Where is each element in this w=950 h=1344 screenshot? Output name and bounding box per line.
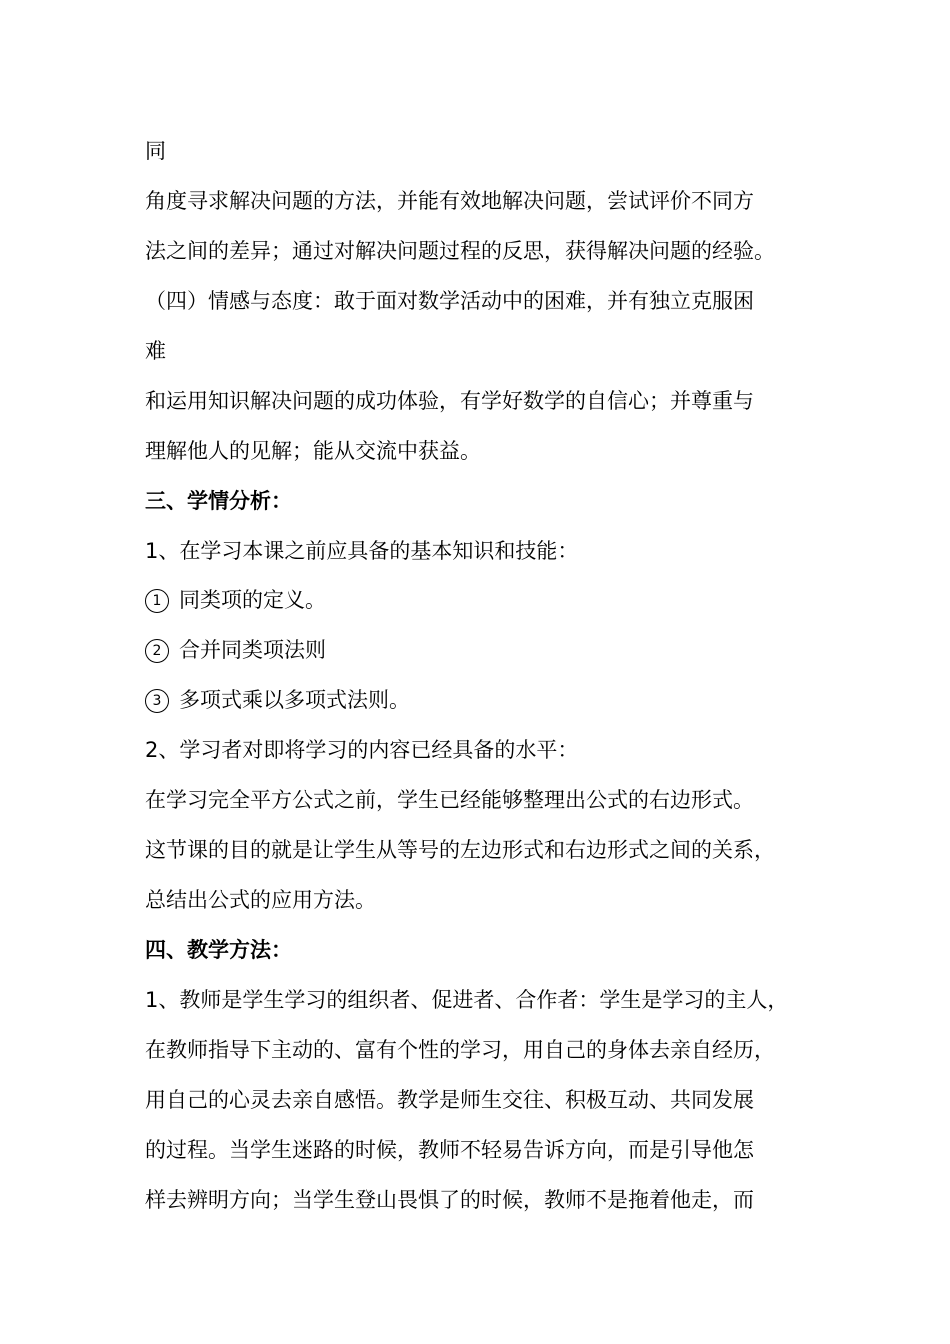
list-item (145, 635, 845, 665)
text-line: 难 (145, 339, 166, 363)
list-item-text: 合并同类项法则 (179, 638, 326, 662)
text-line: 样去辨明方向；当学生登山畏惧了的时候，教师不是拖着他走，而 (145, 1188, 754, 1212)
section-heading-student-analysis: 三、学情分析： (145, 489, 292, 513)
list-item-text: 同类项的定义。 (179, 588, 326, 612)
circled-number: 3 (145, 689, 169, 713)
text-line: 角度寻求解决问题的方法，并能有效地解决问题，尝试评价不同方 (145, 189, 754, 213)
circled-number: 1 (145, 589, 169, 613)
circled-number: 2 (145, 639, 169, 663)
text-line: 2、学习者对即将学习的内容已经具备的水平： (145, 738, 579, 762)
text-line: 的过程。当学生迷路的时候，教师不轻易告诉方向，而是引导他怎 (145, 1138, 754, 1162)
text-line: 这节课的目的就是让学生从等号的左边形式和右边形式之间的关系， (145, 838, 775, 862)
text-line: 和运用知识解决问题的成功体验，有学好数学的自信心；并尊重与 (145, 389, 754, 413)
text-line: 1、在学习本课之前应具备的基本知识和技能： (145, 539, 579, 563)
list-item (145, 585, 845, 615)
text-line: 在学习完全平方公式之前，学生已经能够整理出公式的右边形式。 (145, 788, 754, 812)
text-line: 法之间的差异；通过对解决问题过程的反思，获得解决问题的经验。 (145, 239, 775, 263)
text-line: 理解他人的见解；能从交流中获益。 (145, 439, 481, 463)
list-item (145, 685, 845, 715)
text-line: 总结出公式的应用方法。 (145, 888, 376, 912)
text-line: 同 (145, 139, 166, 163)
text-line: 在教师指导下主动的、富有个性的学习，用自己的身体去亲自经历， (145, 1038, 775, 1062)
text-line: （四）情感与态度：敢于面对数学活动中的困难，并有独立克服困 (145, 289, 754, 313)
text-line: 用自己的心灵去亲自感悟。教学是师生交往、积极互动、共同发展 (145, 1088, 754, 1112)
text-line: 1、教师是学生学习的组织者、促进者、合作者：学生是学习的主人， (145, 988, 789, 1012)
section-heading-teaching-method: 四、教学方法： (145, 938, 292, 962)
list-item-text: 多项式乘以多项式法则。 (179, 688, 410, 712)
